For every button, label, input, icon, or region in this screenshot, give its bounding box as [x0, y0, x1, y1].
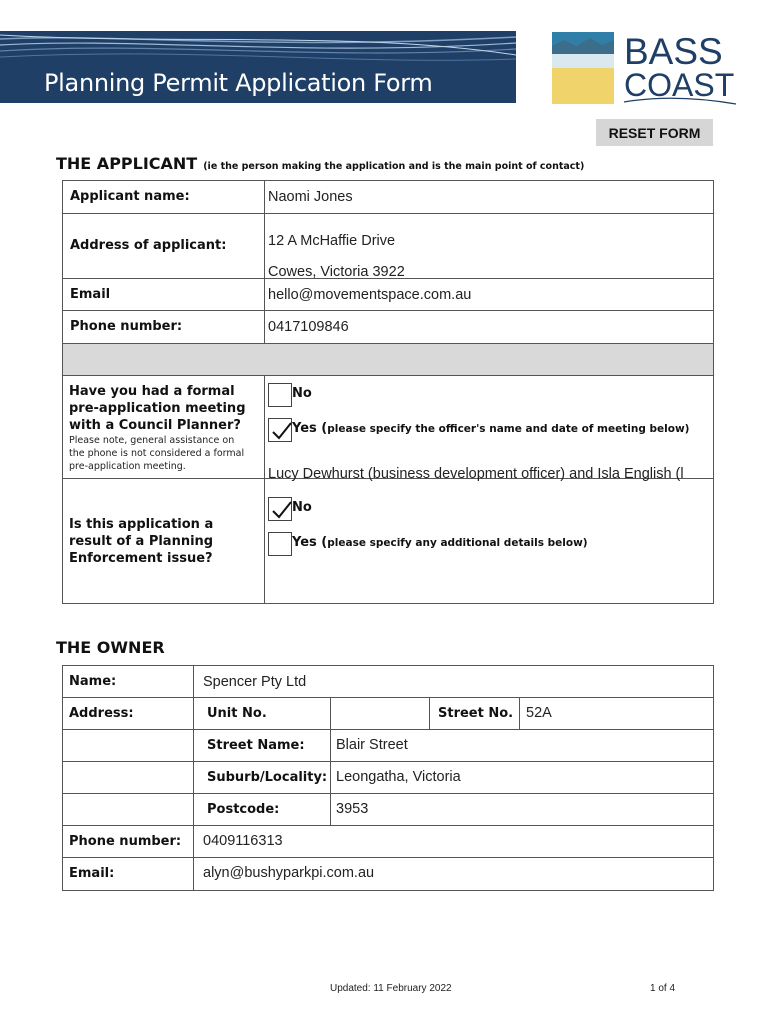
- pre-app-no-checkbox[interactable]: [268, 383, 292, 407]
- owner-email-label: Email:: [69, 866, 115, 881]
- owner-phone-field[interactable]: 0409116313: [203, 833, 283, 849]
- unit-no-label: Unit No.: [207, 706, 267, 721]
- enforcement-no-label: No: [292, 500, 312, 515]
- checkmark-icon: [270, 499, 292, 521]
- street-no-field[interactable]: 52A: [526, 705, 552, 721]
- pre-app-yes-checkbox[interactable]: [268, 418, 292, 442]
- applicant-name-field[interactable]: Naomi Jones: [268, 189, 353, 205]
- enforcement-question: Is this application a result of a Planning Enforcement issue?: [69, 517, 214, 566]
- suburb-label: Suburb/Locality:: [207, 770, 328, 785]
- applicant-phone-field[interactable]: 0417109846: [268, 319, 349, 335]
- street-name-label: Street Name:: [207, 738, 305, 753]
- pre-app-no-label: No: [292, 386, 312, 401]
- enforcement-yes-note: please specify any additional details below): [327, 537, 588, 549]
- owner-section-title: THE OWNER: [56, 638, 165, 657]
- owner-name-label: Name:: [69, 674, 117, 689]
- applicant-section-title: [56, 154, 584, 173]
- logo-text-coast: COAST: [624, 67, 735, 103]
- pre-application-note: Please note, general assistance on the phone is not considered a formal pre-application meeting.: [69, 435, 245, 472]
- form-title: Planning Permit Application Form: [44, 69, 433, 97]
- owner-phone-label: Phone number:: [69, 834, 182, 849]
- owner-address-label: Address:: [69, 706, 134, 721]
- street-no-label: Street No.: [438, 706, 514, 721]
- applicant-name-label: Applicant name:: [70, 189, 190, 204]
- grey-separator-band: [63, 344, 713, 375]
- enforcement-yes-label: [292, 535, 588, 550]
- applicant-address-line2-field[interactable]: Cowes, Victoria 3922: [268, 264, 405, 279]
- reset-form-button[interactable]: RESET FORM: [596, 119, 713, 146]
- header-banner: [0, 31, 516, 103]
- applicant-section-note: (ie the person making the application and is the main point of contact): [203, 161, 585, 172]
- logo-text-bass: BASS: [624, 31, 723, 72]
- applicant-title-text: THE APPLICANT: [56, 154, 198, 173]
- suburb-field[interactable]: Leongatha, Victoria: [336, 769, 461, 785]
- applicant-email-label: Email: [70, 287, 111, 302]
- pre-app-details-field[interactable]: Lucy Dewhurst (business development officer) and Isla English (l: [268, 466, 684, 481]
- applicant-address-line1-field[interactable]: 12 A McHaffie Drive: [268, 233, 396, 249]
- applicant-address-label: Address of applicant:: [70, 238, 227, 253]
- pre-app-yes-note: please specify the officer's name and date of meeting below): [327, 423, 690, 435]
- enforcement-yes-checkbox[interactable]: [268, 532, 292, 556]
- owner-email-field[interactable]: alyn@bushyparkpi.com.au: [203, 865, 375, 881]
- applicant-email-field[interactable]: hello@movementspace.com.au: [268, 287, 472, 303]
- applicant-phone-label: Phone number:: [70, 319, 183, 334]
- pre-application-question: Have you had a formal pre-application meeting with a Council Planner?: [69, 384, 246, 433]
- checkmark-icon: [270, 420, 292, 442]
- postcode-label: Postcode:: [207, 802, 280, 817]
- footer-page-number: 1 of 4: [650, 983, 676, 994]
- pre-app-yes-text: Yes (: [292, 421, 328, 436]
- footer-updated-date: Updated: 11 February 2022: [330, 983, 452, 994]
- postcode-field[interactable]: 3953: [336, 801, 369, 817]
- street-name-field[interactable]: Blair Street: [336, 737, 408, 753]
- bass-coast-logo: [550, 30, 740, 106]
- owner-name-field[interactable]: Spencer Pty Ltd: [203, 674, 307, 690]
- pre-app-yes-label: [292, 421, 689, 436]
- enforcement-no-checkbox[interactable]: [268, 497, 292, 521]
- enforcement-yes-text: Yes (: [292, 535, 328, 550]
